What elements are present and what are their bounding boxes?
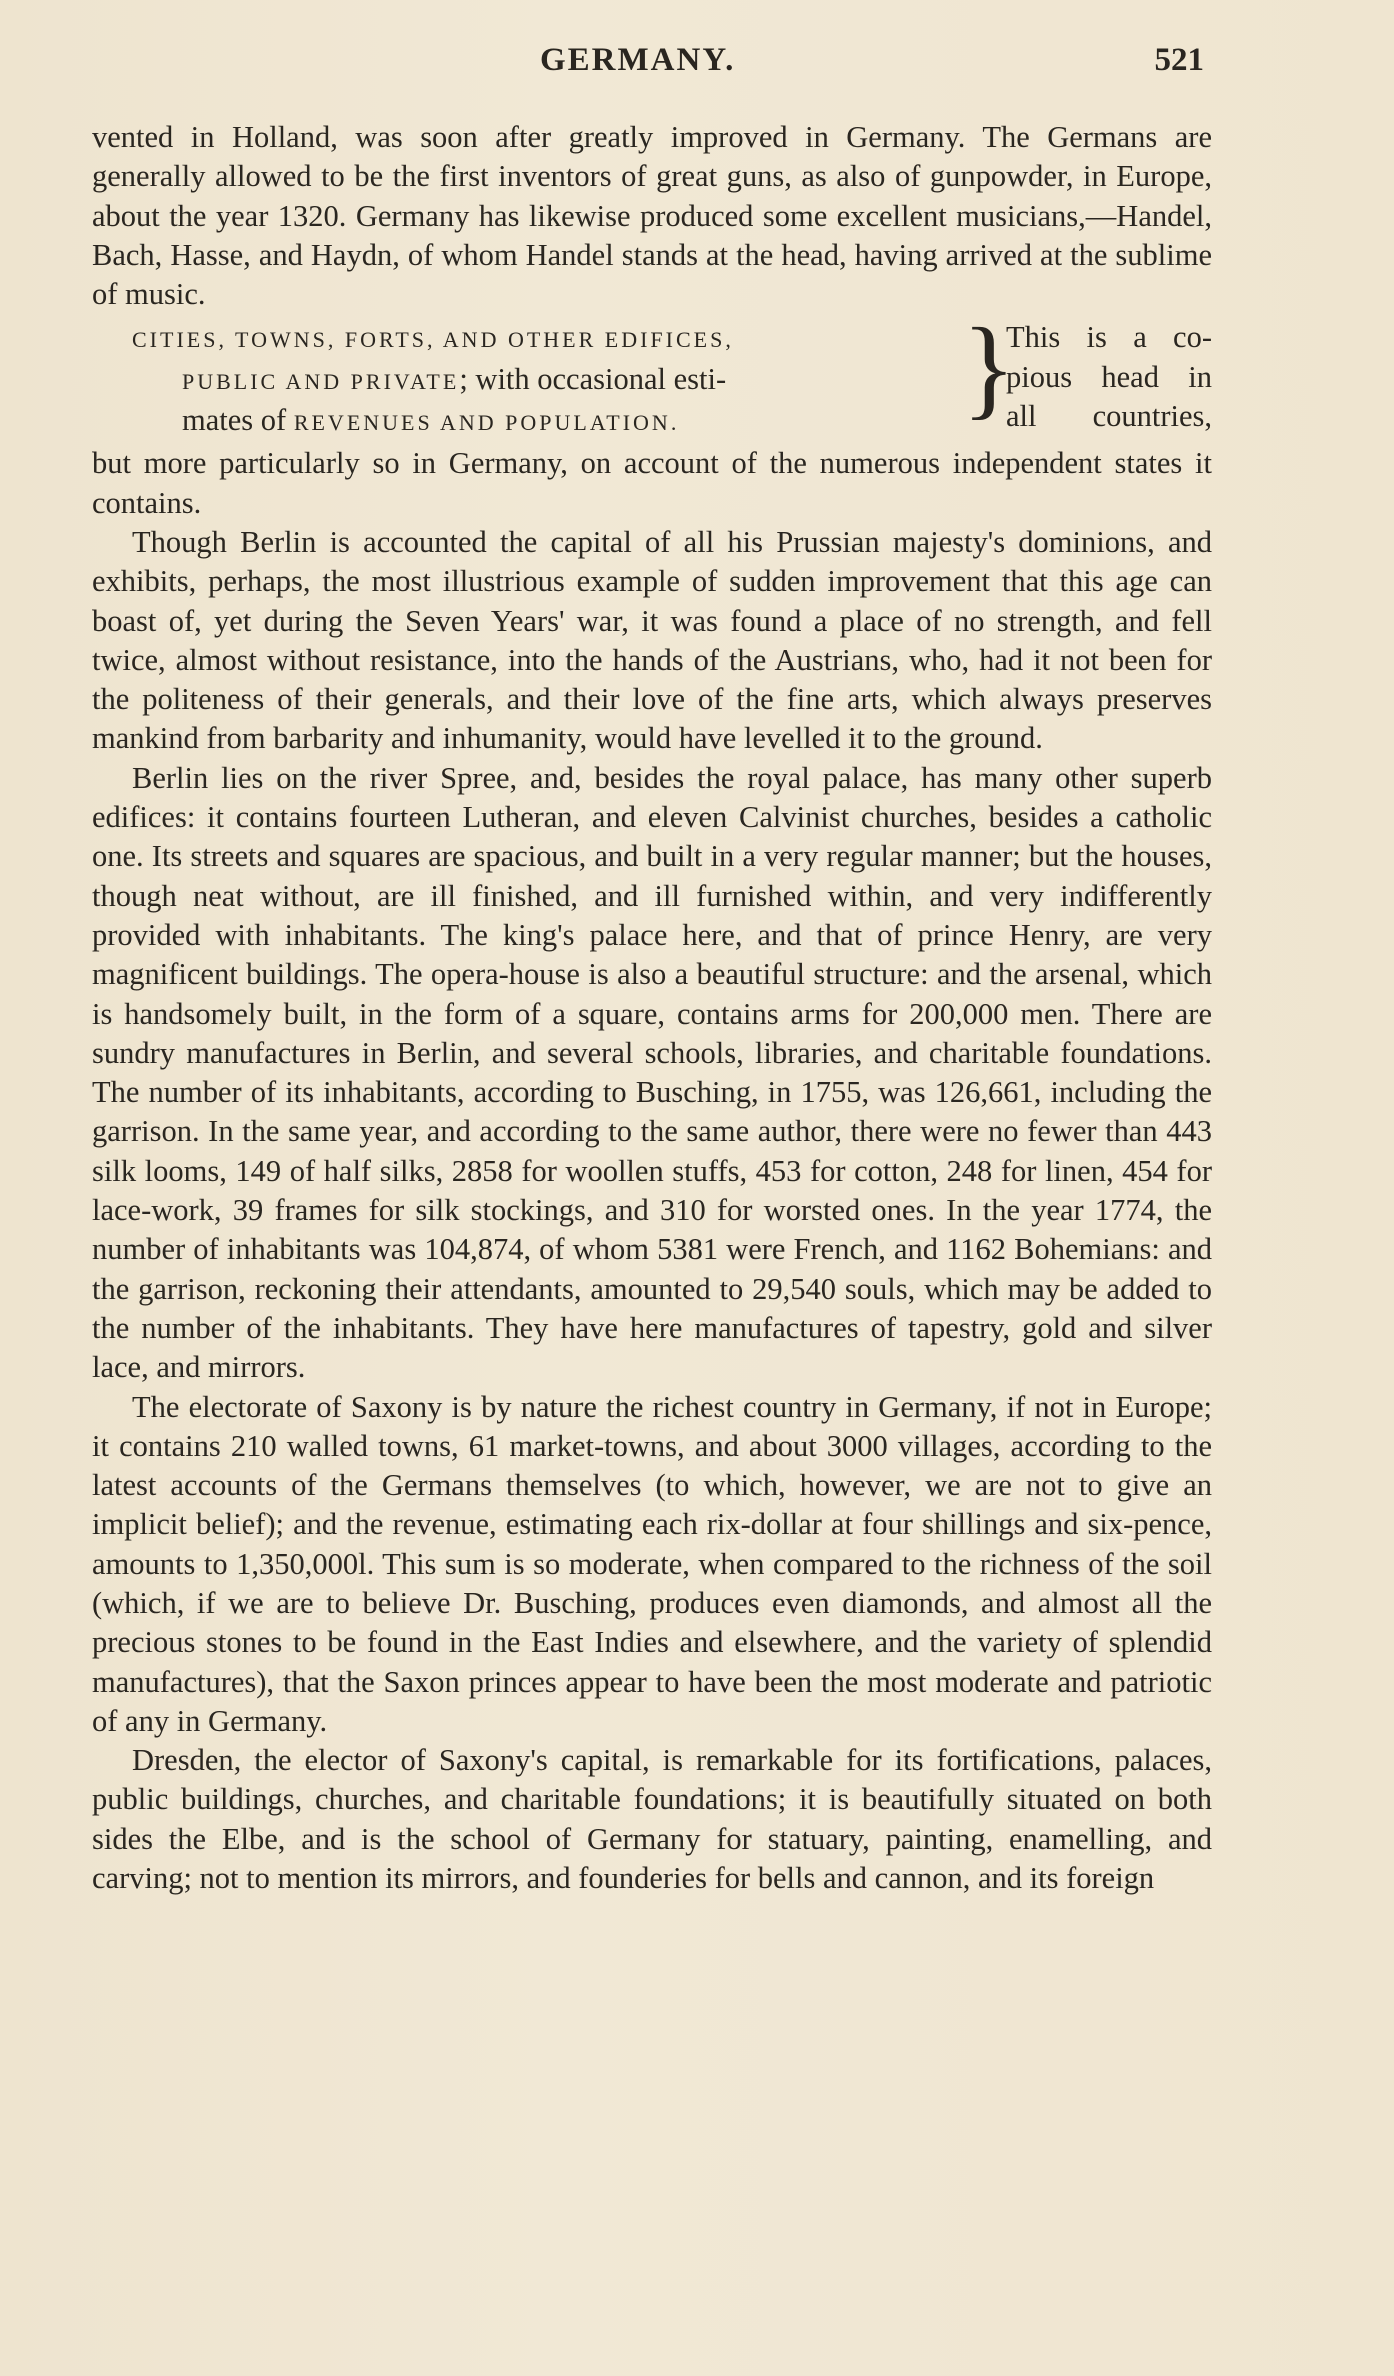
running-title: GERMANY. (540, 42, 736, 78)
side-line-1: This is a co- (1006, 320, 1212, 355)
heading-caps-3: REVENUES AND POPULATION. (293, 410, 680, 436)
heading-caps-1: CITIES, TOWNS, FORTS, AND OTHER EDIFICES, (132, 327, 734, 353)
page-header (0, 38, 1394, 88)
paragraph-saxony: The electorate of Saxony is by nature the richest country in Germany, if not in Europe; it contains 210 walled towns, 61 market-towns, and about 3000 villages, according to the latest accounts of the Germans themselves (to which, however, we are not to give an implicit belief); and the revenue, estimating each rix-dollar at four shillings and six-pence, amounts to 1,350,000l. This sum is so moderate, when compared to the richness of the soil (which, if we are to believe Dr. Busching, produces even diamonds, and almost all the precious stones to be found in the East Indies and elsewhere, and the variety of splendid manufactures), that the Saxon princes appear to have been the most moderate and patriotic of any in Germany. (92, 1389, 1212, 1738)
side-line-3: all countries, (1006, 399, 1212, 434)
body-text (92, 118, 1212, 1898)
section-heading (92, 306, 1212, 442)
heading-continuation: but more particularly so in Germany, on account of the numerous independent states it contains. (92, 446, 1212, 520)
heading-text-3: mates of (182, 403, 294, 438)
page-number: 521 (1154, 42, 1204, 78)
paragraph-berlin-description: Berlin lies on the river Spree, and, besides the royal palace, has many other superb edifices: it contains fourteen Lutheran, and eleven Calvinist churches, besides a catholic one. Its streets and squares are spacious, and built in a very regular manner; but the houses, though neat without, are ill finished, and ill furnished within, and very indifferently provided with inhabitants. The king's palace here, and that of prince Henry, are very magnificent buildings. The opera-house is also a beautiful structure: and the arsenal, which is handsomely built, in the form of a square, contains arms for 200,000 men. There are sundry manufactures in Berlin, and several schools, libraries, and charitable foundations. The number of its inhabitants, according to Busching, in 1755, was 126,661, including the garrison. In the same year, and according to the same author, there were no fewer than 443 silk looms, 149 of half silks, 2858 for woollen stuffs, 453 for cotton, 248 for linen, 454 for lace-work, 39 frames for silk stockings, and 310 for worsted ones. In the year 1774, the number of inhabitants was 104,874, of whom 5381 were French, and 1162 Bohemians: and the garrison, reckoning their attendants, amounted to 29,540 souls, which may be added to the number of the inhabitants. They have here manufactures of tapestry, gold and silver lace, and mirrors. (92, 760, 1212, 1385)
section-heading-title (92, 318, 962, 442)
side-line-2: pious head in (1006, 359, 1212, 394)
section-heading-side (992, 318, 1212, 442)
curly-brace-mark: } (962, 306, 1016, 431)
paragraph-opening: vented in Holland, was soon after greatly improved in Germany. The Germans are generally allowed to be the first inventors of great guns, as also of gunpowder, in Europe, about the year 1320. Germany has likewise produced some excellent musicians,—Handel, Bach, Hasse, and Haydn, of whom Handel stands at the head, having arrived at the sublime of music. (92, 120, 1212, 312)
heading-caps-2: PUBLIC AND PRIVATE (182, 368, 460, 394)
paragraph-dresden: Dresden, the elector of Saxony's capital, is remarkable for its fortifications, palaces, public buildings, churches, and charitable foundations; it is beautifully situated on both sides the Elbe, and is the school of Germany for statuary, painting, enamelling, and carving; not to mention its mirrors, and founderies for bells and cannon, and its foreign (92, 1743, 1212, 1896)
heading-line-2 (132, 360, 962, 401)
heading-text-2: ; with occasional esti- (459, 361, 727, 396)
paragraph-berlin-history: Though Berlin is accounted the capital of all his Prussian majesty's dominions, and exhibits, perhaps, the most illustrious example of sudden improvement that this age can boast of, yet during the Seven Years' war, it was found a place of no strength, and fell twice, almost without resistance, into the hands of the Austrians, who, had it not been for the politeness of their generals, and their love of the fine arts, which always preserves mankind from barbarity and inhumanity, would have levelled it to the ground. (92, 524, 1212, 756)
heading-line-3 (132, 401, 962, 442)
heading-line-1 (132, 318, 962, 359)
